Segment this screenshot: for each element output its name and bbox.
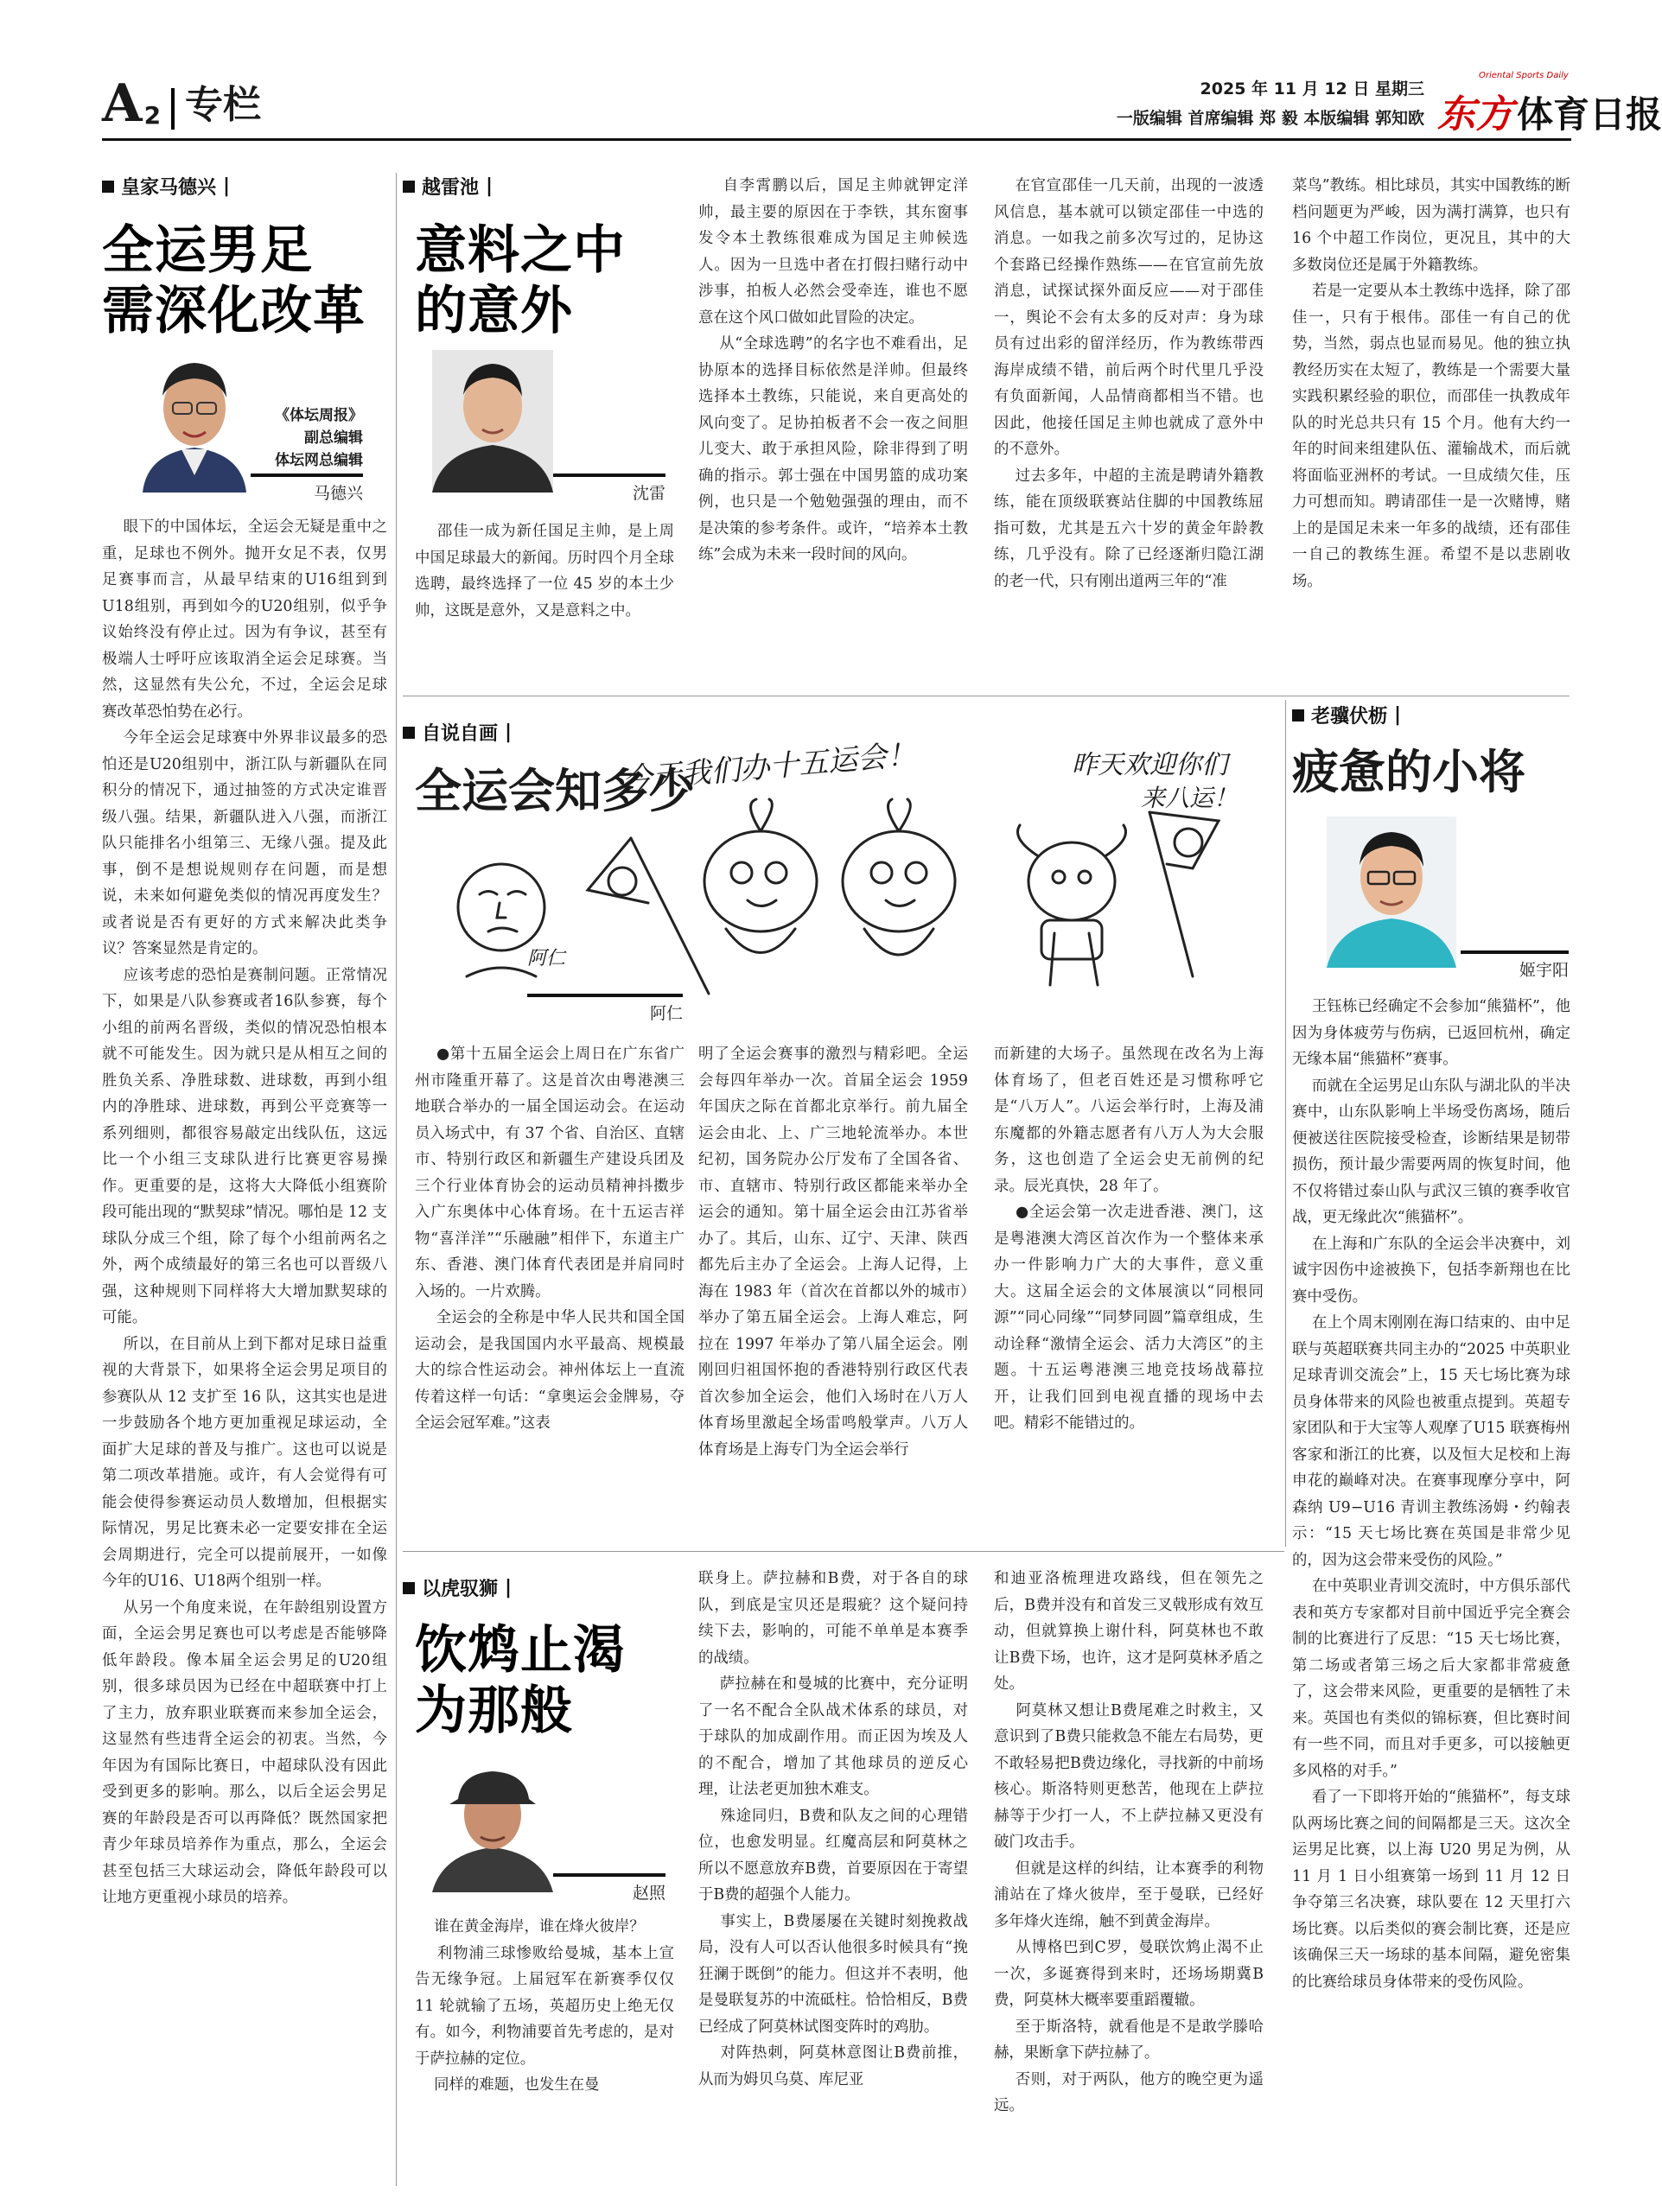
cartoon-caption: 来八运！ [1141, 784, 1239, 812]
column-label: 皇家马德兴 | [102, 173, 230, 200]
header-divider-bar [171, 88, 175, 130]
editors-line: 一版编辑 首席编辑 郑 毅 本版编辑 郭知欧 [1116, 109, 1424, 128]
article-body: 自李霄鹏以后，国足主帅就钾定洋帅，最主要的原因在于李铁，其东窗事发令本土教练很难成为国足主帅候选人。因为一旦选中者在打假扫赌行动中涉事，拍板人必然会受牵连，谁也不愿意在这个风口做如此冒险的决定。 从“全球选聘”的名字也不难看出，足协原本的选择目标依然是洋帅。但最终选择本土教练，只能说，来自更高处的风向变了。足协拍板者不会一夜之间胆儿变大、敢于承担风险，除非得到了明确的指示。郭士强在中国男篮的成功案例，也只是一个勉勉强强的理由，而不是决策的参考条件。或许，“培养本土教练”会成为未来一段时间的风向。 [698, 177, 968, 563]
article-body: 联身上。萨拉赫和B费，对于各自的球队，到底是宝贝还是瑕疵？这个疑问持续下去，影响的，可能不单单是本赛季的战绩。 萨拉赫在和曼城的比赛中，充分证明了一名不配合全队战术体系的球员，对于球队的加成副作用。而正因为埃及人的不配合，增加了其他球员的逆反心理，让法老更加独木难支。 殊途同归，B费和队友之间的心理错位，也愈发明显。红魔高层和阿莫林之所以不愿意放弃B费，首要原因在于寄望于B费的超强个人能力。 事实上，B费屡屡在关键时刻挽救战局，没有人可以否认他很多时候具有“挽狂澜于既倒”的能力。但这并不表明，他是曼联复苏的中流砥柱。恰恰相反，B费已经成了阿莫林试图变阵时的鸡肋。 对阵热刺，阿莫林意图让B费前推，从而为姆贝乌莫、库尼亚 [698, 1570, 968, 2088]
column-divider [1285, 1555, 1286, 2186]
article-body: 邵佳一成为新任国足主帅，是上周中国足球最大的新闻。历时四个月全球选聘，最终选择了一位 45 岁的本土少帅，这既是意外，又是意料之中。 [415, 523, 674, 620]
article-body: 谁在黄金海岸，谁在烽火彼岸？ 利物浦三球惨败给曼城，基本上宣告无缘争冠。上届冠军在新赛季仅仅 11 轮就输了五场，英超历史上绝无仅有。如今，利物浦要首先考虑的，是对于萨拉赫的定位。 同样的难题，也发生在曼 [415, 1918, 674, 2094]
label-square-icon [1292, 709, 1304, 721]
cartoon-signature: 阿仁 [527, 948, 566, 969]
column-divider [396, 173, 397, 2186]
masthead-logo [1437, 71, 1662, 137]
author-photo [1327, 817, 1456, 968]
column-label: 老骥伏枥 | [1292, 702, 1401, 728]
column-divider [1285, 700, 1286, 1547]
page-number [102, 69, 262, 134]
page-num: 2 [143, 101, 162, 130]
page-code: A [102, 73, 143, 134]
header-rule [102, 138, 1571, 141]
author-byline: 沈雷 [553, 474, 665, 504]
column-label: 越雷池 | [403, 173, 493, 200]
author-byline: 马德兴 [251, 474, 363, 504]
column-label: 以虎驭狮 | [403, 1574, 512, 1601]
article-body: 而新建的大场子。虽然现在改名为上海体育场了，但老百姓还是习惯称呼它是“八万人”。八运会举行时，上海及浦东魔都的外籍志愿者有八万人为大会服务，这也创造了全运会史无前例的纪录。辰光真快，28 年了。 ●全运会第一次走进香港、澳门，这是粤港澳大湾区首次作为一个整体来承办一件影响力广大的大事件，意义重大。这届全运会的文体展演以“同根同源”“同心同缘”“同梦同圆”篇章组成，生动诠释“激情全运会、活力大湾区”的主题。十五运粤港澳三地竞技场战幕拉开，让我们回到电视直播的现场中去吧。精彩不能错过的。 [994, 1046, 1264, 1432]
article-body: 王钰栋已经确定不会参加“熊猫杯”，他因为身体疲劳与伤病，已返回杭州，确定无缘本届“熊猫杯”赛事。 而就在全运男足山东队与湖北队的半决赛中，山东队影响上半场受伤离场，随后便被送往医院接受检查，诊断结果是韧带损伤，预计最少需要两周的恢复时间，他不仅将错过泰山队与武汉三镇的赛季收官战，更无缘此次“熊猫杯”。 在上海和广东队的全运会半决赛中，刘诚宇因伤中途被换下，包括李新翔也在比赛中受伤。 在上个周末刚刚在海口结束的、由中足联与英超联赛共同主办的“2025 中英职业足球青训交流会”上，15 天七场比赛为球员身体带来的风险也被重点提到。英超专家团队和于大宝等人观摩了U15 联赛梅州客家和浙江的比赛，以及恒大足校和上海申花的巅峰对决。在赛事现摩分享中，阿森纳 U9−U16 青训主教练汤姆・约翰表示：“15 天七场比赛在英国是非常少见的，因为这会带来受伤的风险。” 在中英职业青训交流时，中方俱乐部代表和英方专家都对目前中国近乎完全赛会制的比赛进行了反思：“15 天七场比赛，第二场或者第三场之后大家都非常疲惫了，这会带来风险，更重要的是牺牲了未来。英国也有类似的锦标赛，但比赛时间有一些不同，而且对手更多，可以接触更多风格的对手。” 看了一下即将开始的“熊猫杯”，每支球队两场比赛之间的间隔都是三天。这次全运男足比赛，以上海 U20 男足为例，从 11 月 1 日小组赛第一场到 11 月 12 日争夺第三名决赛，球队要在 12 天里打六场比赛。以后类似的赛会制比赛，还是应该确保三天一场球的基本间隔，避免密集的比赛给球员身体带来的受伤风险。 [1292, 998, 1570, 1991]
date-line: 2025 年 11 月 12 日 星期三 [1200, 79, 1424, 99]
article-body: ●第十五届全运会上周日在广东省广州市隆重开幕了。这是首次由粤港澳三地联合举办的一届全国运动会。在运动员入场式中，有 37 个省、自治区、直辖市、特别行政区和新疆生产建设兵团及三个行业体育协会的运动员精神抖擞步入广东奥体中心体育场。在十五运吉祥物“喜洋洋”“乐融融”相伴下，东道主广东、香港、澳门体育代表团是并肩同时入场的。一片欢腾。 全运会的全称是中华人民共和国全国运动会，是我国国内水平最高、规模最大的综合性运动会。神州体坛上一直流传着这样一句话：“拿奥运会金牌易，夺全运会冠军难。”这表 [415, 1046, 685, 1432]
article-title: 饮鸩止渴 为那般 [415, 1620, 626, 1741]
paper-name-en: Oriental Sports Daily [1479, 71, 1569, 80]
label-square-icon [102, 181, 114, 193]
author-photo [432, 350, 553, 493]
column-label: 自说自画 | [403, 719, 512, 746]
section-divider [403, 1551, 1284, 1552]
author-byline: 赵照 [553, 1873, 665, 1904]
cartoon-caption: 今天我们办十五运会！ [621, 737, 918, 798]
article-title: 意料之中 的意外 [415, 220, 626, 341]
label-square-icon [403, 1582, 415, 1594]
label-square-icon [403, 181, 415, 193]
author-byline: 阿仁 [527, 994, 683, 1024]
article-body: 和迪亚洛梳理进攻路线，但在领先之后，B费并没有和首发三叉戟形成有效互动，但就算换上谢什科，阿莫林也不敢让B费下场，也许，这才是阿莫林矛盾之处。 阿莫林又想让B费尾难之时救主，又意识到了B费只能救急不能左右局势，更不敢轻易把B费边缘化，寻找新的中前场核心。斯洛特则更愁苦，他现在上萨拉赫等于少打一人，不上萨拉赫又更没有破门攻击手。 但就是这样的纠结，让本赛季的利物浦站在了烽火彼岸，至于曼联，已经好多年烽火连绵，触不到黄金海岸。 从博格巴到C罗，曼联饮鸩止渴不止一次，多诞赛得到来时，还场场期冀B费，阿莫林大概率要重蹈覆辙。 至于斯洛特，就看他是不是敢学滕哈赫，果断拿下萨拉赫了。 否则，对于两队，他方的晚空更为遥远。 [994, 1570, 1264, 2114]
article-title: 全运男足 需深化改革 [102, 220, 366, 341]
cartoon-caption: 昨天欢迎你们 [1072, 750, 1227, 780]
page-header [102, 69, 1662, 137]
author-affiliation: 《体坛周报》 副总编辑 体坛网总编辑 [275, 407, 363, 469]
section-name: 专栏 [185, 83, 262, 127]
paper-name-black: 体育日报 [1517, 93, 1662, 136]
author-photo [432, 1754, 553, 1892]
article-body: 菜鸟”教练。相比球员，其实中国教练的断档问题更为严峻，因为满打满算，也只有 16 个中超工作岗位，更况且，其中的大多数岗位还是属于外籍教练。 若是一定要从本土教练中选择，除了邵佳一，只有于根伟。邵佳一有自己的优势，当然，弱点也显而易见。他的独立执教经历实在太短了，教练是一个需要大量实践积累经验的职位，而邵佳一执教成年队的时光总共只有 15 个月。他有大约一年的时间来组建队伍、灌输战术，而后就将面临亚洲杯的考试。一旦成绩欠佳，压力可想而知。聘请邵佳一是一次赌博，赌上的是国足未来一年多的战绩，还有邵佳一自己的教练生涯。希望不是以悲剧收场。 [1292, 177, 1570, 590]
article-title: 全运会知多少 [415, 764, 695, 818]
author-photo [138, 346, 251, 493]
author-byline: 姬宇阳 [1461, 950, 1569, 981]
article-body: 眼下的中国体坛，全运会无疑是重中之重，足球也不例外。抛开女足不表，仅男足赛事而言，从最早结束的U16组到到U18组别，再到如今的U20组别，似乎争议始终没有停止过。因为有争议，甚至有极端人士呼吁应该取消全运会足球赛。当然，这显然有失公允，不过，全运会足球赛改革恐怕势在必行。 今年全运会足球赛中外界非议最多的恐怕还是U20组别中，浙江队与新疆队在同积分的情况下，通过抽签的方式决定谁晋级八强。结果，新疆队进入八强，而浙江队只能排名小组第三、无缘八强。提及此事，倒不是想说规则存在问题，而是想说，未来如何避免类似的情况再度发生？或者说是否有更好的方式来解决此类争议？答案显然是肯定的。 应该考虑的恐怕是赛制问题。正常情况下，如果是八队参赛或者16队参赛，每个小组的前两名晋级，类似的情况恐怕根本就不可能发生。因为就只是从相互之间的胜负关系、净胜球数、进球数，再到小组内的净胜球、进球数，再到公平竞赛等一系列细则，都很容易敲定出线队伍，这远比一个小组三支球队进行比赛更容易操作。更重要的是，这将大大降低小组赛阶段可能出现的“默契球”情况。哪怕是 12 支球队分成三个组，除了每个小组前两名之外，两个成绩最好的第三名也可以晋级八强，这种规则下同样将大大增加默契球的可能。 所以，在目前从上到下都对足球日益重视的大背景下，如果将全运会男足项目的参赛队从 12 支扩至 16 队，这其实也是进一步鼓励各个地方更加重视足球运动，全面扩大足球的普及与推广。这也可以说是第二项改革措施。或许，有人会觉得有可能会使得参赛运动员人数增加，但根据实际情况，男足比赛未必一定要安排在全运会周期进行，完全可以提前展开，一如像今年的U16、U18两个组别一样。 从另一个角度来说，在年龄组别设置方面，全运会男足赛也可以考虑是否能够降低年龄段。像本届全运会男足的U20组别，很多球员因为已经在中超联赛中打上了主力，放弃职业联赛而来参加全运会，这显然有些违背全运会的初衷。当然，今年因为有国际比赛日，中超球队没有因此受到更多的影响。那么，以后全运会男足赛的年龄段是否可以再降低？既然国家把青少年球员培养作为重点，那么，全运会甚至包括三大球运动会，降低年龄段可以让地方更重视小球员的培养。 [102, 518, 387, 1906]
cartoon-illustration [415, 717, 1279, 1002]
article-body: 明了全运会赛事的激烈与精彩吧。全运会每四年举办一次。首届全运会 1959 年国庆之际在首都北京举行。前九届全运会由北、上、广三地轮流举办。本世纪初，国务院办公厅发布了全国各省、市、直辖市、特别行政区都能来举办全运会的通知。第十届全运会由江苏省举办了。其后，山东、辽宁、天津、陕西都先后主办了全运会。上海人记得，上海在 1983 年（首次在首都以外的城市）举办了第五届全运会。上海人难忘，阿拉在 1997 年举办了第八届全运会。刚刚回归祖国怀抱的香港特别行政区代表首次参加全运会，他们入场时在八万人体育场里激起全场雷鸣般掌声。八万人体育场是上海专门为全运会举行 [698, 1046, 973, 1459]
paper-name-red: 东方 [1437, 92, 1513, 137]
label-square-icon [403, 727, 415, 739]
article-body: 在官宣邵佳一几天前，出现的一波透风信息，基本就可以锁定邵佳一中选的消息。一如我之前多次写过的，足协这个套路已经操作熟练——在官宣前先放消息，试探试探外面反应——对于邵佳一，舆论不会有太多的反对声：身为球员有过出彩的留洋经历，作为教练带西海岸成绩不错，前后两个时代里几乎没有负面新闻，人品情商都相当不错。也因此，他接任国足主帅也就成了意外中的不意外。 过去多年，中超的主流是聘请外籍教练，能在顶级联赛站住脚的中国教练屈指可数，尤其是五六十岁的黄金年龄教练，几乎没有。除了已经逐渐归隐江湖的老一代，只有刚出道两三年的“准 [994, 177, 1264, 590]
article-title: 疲惫的小将 [1292, 745, 1525, 799]
